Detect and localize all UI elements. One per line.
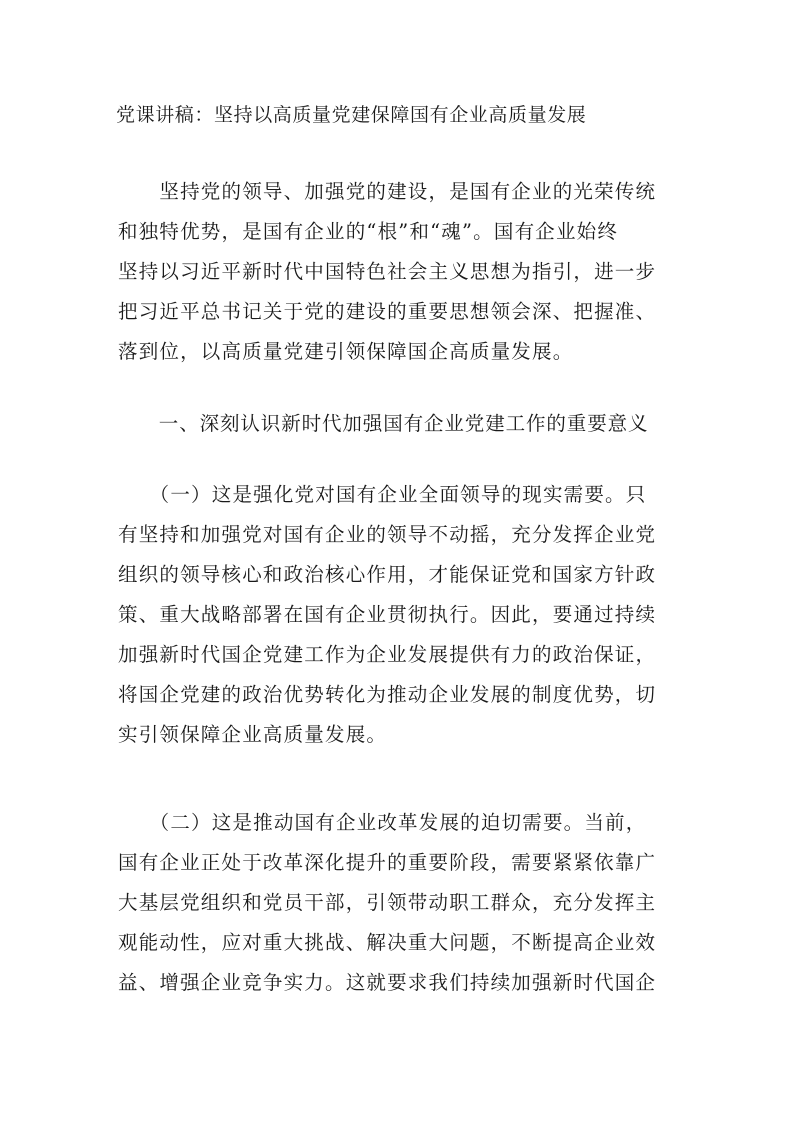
paragraph-line: 将国企党建的政治优势转化为推动企业发展的制度优势，切: [118, 683, 657, 706]
paragraph-line: （一）这是强化党对国有企业全面领导的现实需要。只: [118, 483, 647, 506]
document-title: 党课讲稿：坚持以高质量党建保障国有企业高质量发展: [116, 104, 587, 126]
paragraph-line: 实引领保障企业高质量发展。: [118, 723, 388, 746]
paragraph-line: 策、重大战略部署在国有企业贯彻执行。因此，要通过持续: [118, 603, 657, 626]
paragraph-line: 益、增强企业竞争实力。这就要求我们持续加强新时代国企: [118, 971, 657, 994]
paragraph-line: 有坚持和加强党对国有企业的领导不动摇，充分发挥企业党: [118, 523, 657, 546]
paragraph-line: 把习近平总书记关于党的建设的重要思想领会深、把握准、: [118, 300, 657, 323]
paragraph-line: （二）这是推动国有企业改革发展的迫切需要。当前，: [118, 811, 647, 834]
paragraph-line: 和独特优势，是国有企业的“根”和“魂”。国有企业始终: [118, 220, 619, 243]
paragraph-line: 坚持以习近平新时代中国特色社会主义思想为指引，进一步: [118, 260, 657, 283]
paragraph-line: 组织的领导核心和政治核心作用，才能保证党和国家方针政: [118, 563, 657, 586]
intro-paragraph: [118, 172, 678, 372]
paragraph-line: 国有企业正处于改革深化提升的重要阶段，需要紧紧依靠广: [118, 851, 657, 874]
paragraph-line: 大基层党组织和党员干部，引领带动职工群众，充分发挥主: [118, 891, 657, 914]
paragraph-line: 落到位，以高质量党建引领保障国企高质量发展。: [118, 340, 574, 363]
point-one-paragraph: [118, 475, 678, 755]
paragraph-line: 加强新时代国企党建工作为企业发展提供有力的政治保证，: [118, 643, 657, 666]
paragraph-line: 观能动性，应对重大挑战、解决重大问题，不断提高企业效: [118, 931, 657, 954]
section-heading: 一、深刻认识新时代加强国有企业党建工作的重要意义: [118, 412, 649, 435]
point-two-paragraph: [118, 803, 678, 1003]
paragraph-line: 坚持党的领导、加强党的建设，是国有企业的光荣传统: [118, 180, 657, 203]
